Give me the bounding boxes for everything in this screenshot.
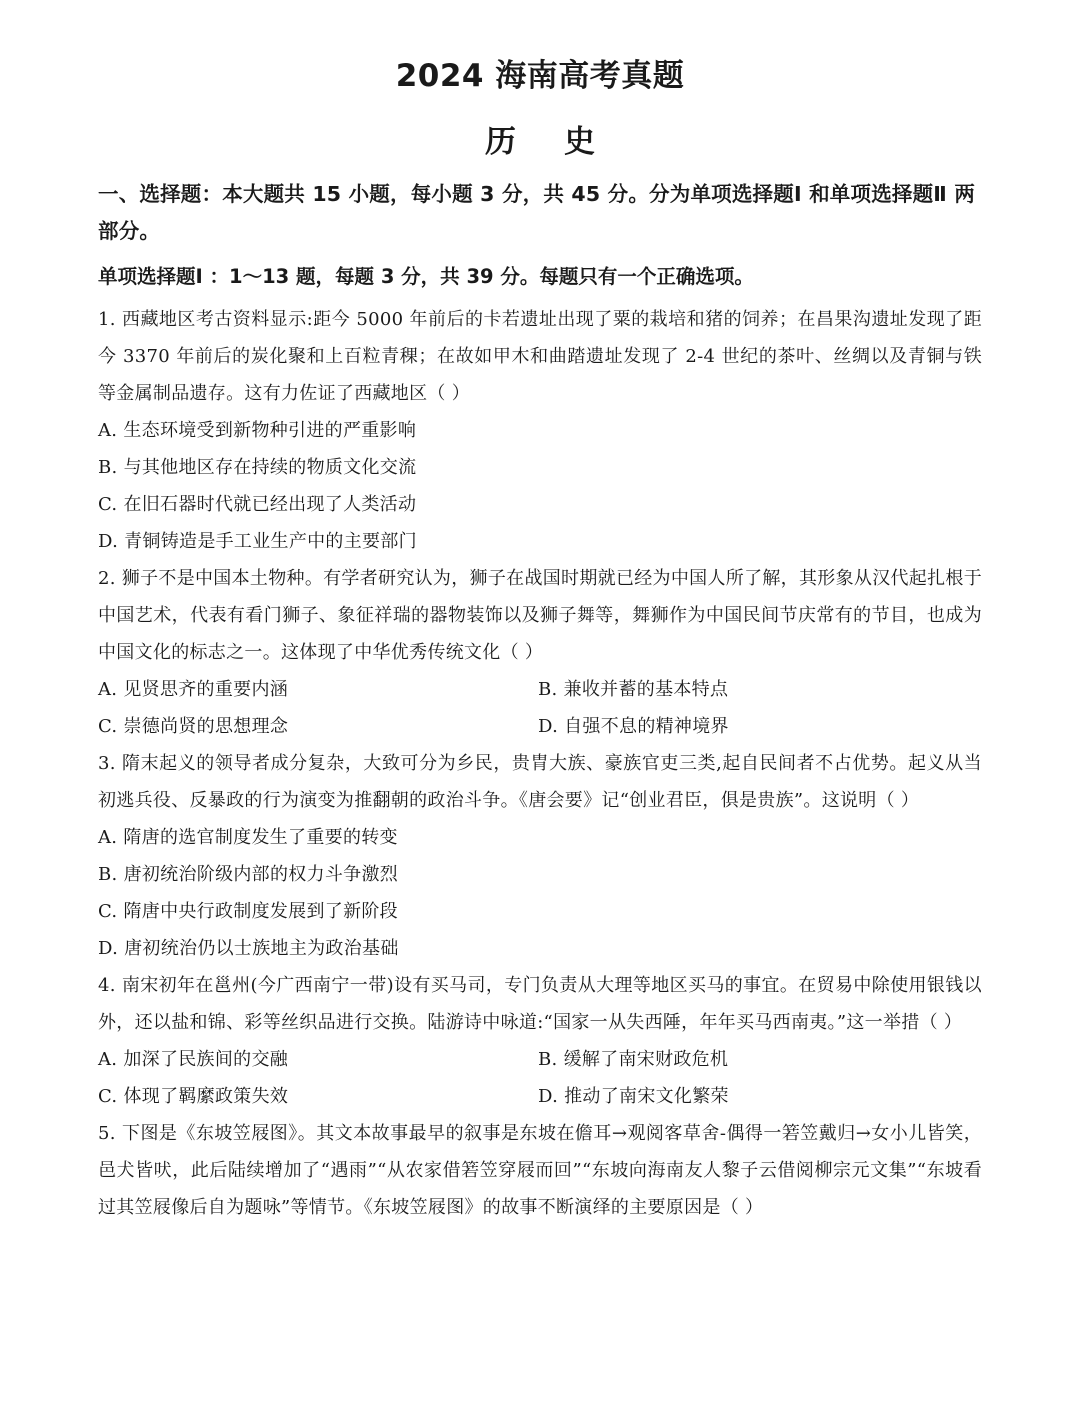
option-d: D. 自强不息的精神境界 [538,716,729,737]
option-b: B. 唐初统治阶级内部的权力斗争激烈 [98,864,399,885]
option-c: C. 体现了羁縻政策失效 [98,1086,289,1107]
option-c: C. 隋唐中央行政制度发展到了新阶段 [98,901,398,922]
option-row [98,708,982,745]
option-a: A. 见贤思齐的重要内涵 [98,679,289,700]
question-stem: 1. 西藏地区考古资料显示:距今 5000 年前后的卡若遗址出现了粟的栽培和猪的饲养；在昌果沟遗址发现了距今 3370 年前后的炭化聚和上百粒青稞；在故如甲木和曲踏遗址发现了 2-4 世纪的茶叶、丝绸以及青铜与铁等金属制品遗存。这有力佐证了西藏地区（ ） [98,309,982,404]
question-4 [98,967,982,1115]
section-subheading: 单项选择题Ⅰ ：1～13 题，每题 3 分，共 39 分。每题只有一个正确选项。 [98,265,754,288]
option-d: D. 青铜铸造是手工业生产中的主要部门 [98,531,417,552]
subject-title: 历史 [485,124,643,160]
question-3 [98,745,982,967]
option-a: A. 生态环境受到新物种引进的严重影响 [98,420,417,441]
question-stem: 3. 隋末起义的领导者成分复杂，大致可分为乡民，贵胄大族、豪族官吏三类,起自民间者不占优势。起义从当初逃兵役、反暴政的行为演变为推翻朝的政治斗争。《唐会要》记“创业君臣，俱是贵族”。这说明（ ） [98,753,982,811]
question-stem: 4. 南宋初年在邕州(今广西南宁一带)设有买马司，专门负责从大理等地区买马的事宜。在贸易中除使用银钱以外，还以盐和锦、彩等丝织品进行交换。陆游诗中咏道:“国家一从失西陲，年年买马西南夷。”这一举措（ ） [98,975,982,1033]
question-stem: 5. 下图是《东坡笠屐图》。其文本故事最早的叙事是东坡在儋耳→观阅客草舍-偶得一箬笠戴归→女小儿皆笑，邑犬皆吠，此后陆续增加了“遇雨”“从农家借箬笠穿屐而回”“东坡向海南友人黎子云借阅柳宗元文集”“东坡看过其笠屐像后自为题咏”等情节。《东坡笠屐图》的故事不断演绎的主要原因是（ ） [98,1123,982,1218]
question-list [98,301,982,1226]
question-2 [98,560,982,745]
option-row [98,1078,982,1115]
section-heading: 一、选择题：本大题共 15 小题，每小题 3 分，共 45 分。分为单项选择题Ⅰ 和单项选择题Ⅱ 两部分。 [98,182,976,243]
option-b: B. 兼收并蓄的基本特点 [538,679,729,700]
question-stem: 2. 狮子不是中国本土物种。有学者研究认为，狮子在战国时期就已经为中国人所了解，其形象从汉代起扎根于中国艺术，代表有看门狮子、象征祥瑞的器物装饰以及狮子舞等，舞狮作为中国民间节庆常有的节目，也成为中国文化的标志之一。这体现了中华优秀传统文化（ ） [98,568,982,663]
option-d: D. 推动了南宋文化繁荣 [538,1086,729,1107]
question-1 [98,301,982,560]
option-b: B. 缓解了南宋财政危机 [538,1049,729,1070]
option-d: D. 唐初统治仍以士族地主为政治基础 [98,938,399,959]
question-5 [98,1115,982,1226]
exam-title: 2024 海南高考真题 [395,58,685,94]
option-c: C. 崇德尚贤的思想理念 [98,716,289,737]
option-b: B. 与其他地区存在持续的物质文化交流 [98,457,417,478]
option-row [98,1041,982,1078]
option-c: C. 在旧石器时代就已经出现了人类活动 [98,494,417,515]
option-row [98,671,982,708]
option-a: A. 隋唐的选官制度发生了重要的转变 [98,827,398,848]
option-a: A. 加深了民族间的交融 [98,1049,289,1070]
